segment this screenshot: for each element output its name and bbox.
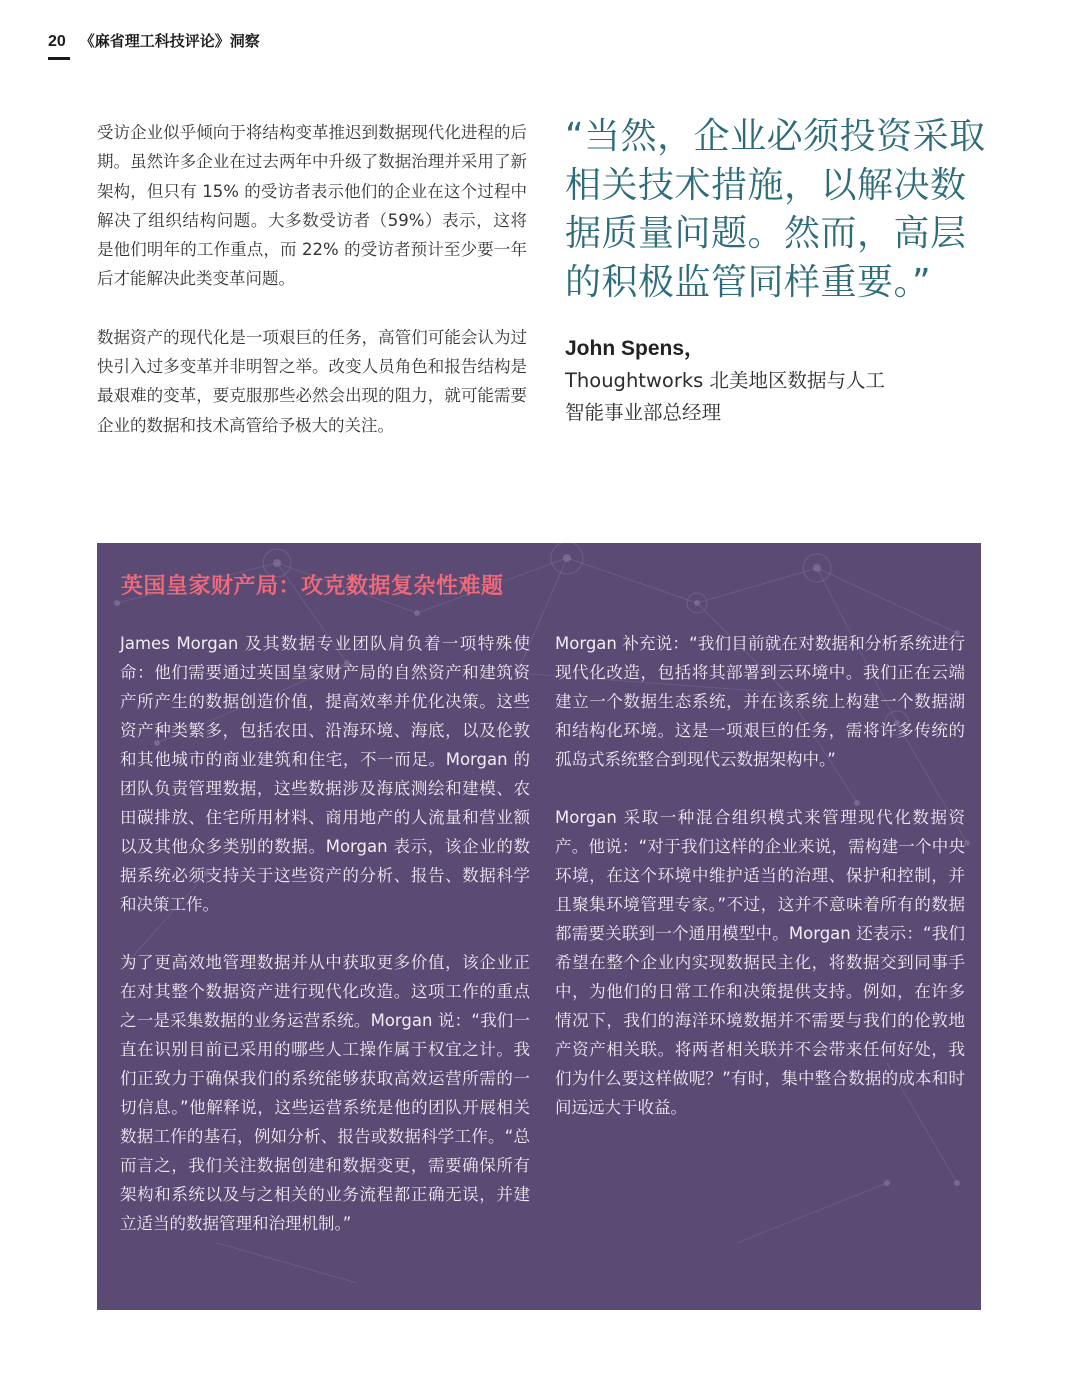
body-text-column xyxy=(97,118,527,469)
page-number: 20 xyxy=(48,33,66,50)
case-study-box xyxy=(97,543,981,1310)
quote-author-name: John Spens， xyxy=(565,337,706,360)
case-study-paragraph: James Morgan 及其数据专业团队肩负着一项特殊使命：他们需要通过英国皇家财产局的自然资产和建筑资产所产生的数据创造价值，提高效率并优化决策。这些资产种类繁多，包括农田、沿海环境、海底，以及伦敦和其他城市的商业建筑和住宅，不一而足。Morgan 的团队负责管理数据，这些数据涉及海底测绘和建模、农田碳排放、住宅所用材料、商用地产的人流量和营业额以及其他众多类别的数据。Morgan 表示，该企业的数据系统必须支持关于这些资产的分析、报告、数据科学和决策工作。 xyxy=(120,634,530,914)
case-study-left-column xyxy=(120,629,530,1267)
case-study-paragraph: 为了更高效地管理数据并从中获取更多价值，该企业正在对其整个数据资产进行现代化改造。这项工作的重点之一是采集数据的业务运营系统。Morgan 说：“我们一直在识别目前已采用的哪些人工操作属于权宜之计。我们正致力于确保我们的系统能够获取高效运营所需的一切信息。”他解释说，这些运营系统是他的团队开展相关数据工作的基石，例如分析、报告或数据科学工作。“总而言之，我们关注数据创建和数据变更，需要确保所有架构和系统以及与之相关的业务流程都正确无误，并建立适当的数据管理和治理机制。” xyxy=(120,953,530,1233)
body-paragraph: 受访企业似乎倾向于将结构变革推迟到数据现代化进程的后期。虽然许多企业在过去两年中升级了数据治理并采用了新架构，但只有 15% 的受访者表示他们的企业在这个过程中解决了组织结构问题。大多数受访者（59%）表示，这将是他们明年的工作重点，而 22% 的受访者预计至少要一年后才能解决此类变革问题。 xyxy=(97,123,527,289)
pull-quote xyxy=(565,113,995,429)
pull-quote-text: “当然，企业必须投资采取相关技术措施，以解决数据质量问题。然而，高层的积极监管同样重要。” xyxy=(565,116,986,303)
case-study-title: 英国皇家财产局：攻克数据复杂性难题 xyxy=(121,574,504,599)
publication-title: 《麻省理工科技评论》洞察 xyxy=(79,32,260,50)
quote-author-role: Thoughtworks 北美地区数据与人工智能事业部总经理 xyxy=(565,369,885,424)
body-paragraph: 数据资产的现代化是一项艰巨的任务，高管们可能会认为过快引入过多变革并非明智之举。改变人员角色和报告结构是最艰难的变革，要克服那些必然会出现的阻力，就可能需要企业的数据和技术高管给予极大的关注。 xyxy=(97,327,527,435)
case-study-right-column xyxy=(555,629,965,1151)
page-header xyxy=(48,30,260,51)
quote-attribution xyxy=(565,333,995,429)
case-study-paragraph: Morgan 补充说：“我们目前就在对数据和分析系统进行现代化改造，包括将其部署到云环境中。我们正在云端建立一个数据生态系统，并在该系统上构建一个数据湖和结构化环境。这是一项艰巨的任务，需将许多传统的孤岛式系统整合到现代云数据架构中。” xyxy=(555,634,965,769)
header-rule xyxy=(48,57,70,60)
case-study-paragraph: Morgan 采取一种混合组织模式来管理现代化数据资产。他说：“对于我们这样的企业来说，需构建一个中央环境，在这个环境中维护适当的治理、保护和控制，并且聚集环境管理专家。”不过，这并不意味着所有的数据都需要关联到一个通用模型中。Morgan 还表示：“我们希望在整个企业内实现数据民主化，将数据交到同事手中，为他们的日常工作和决策提供支持。例如，在许多情况下，我们的海洋环境数据并不需要与我们的伦敦地产资产相关联。将两者相关联并不会带来任何好处，我们为什么要这样做呢？”有时，集中整合数据的成本和时间远远大于收益。 xyxy=(555,808,965,1117)
